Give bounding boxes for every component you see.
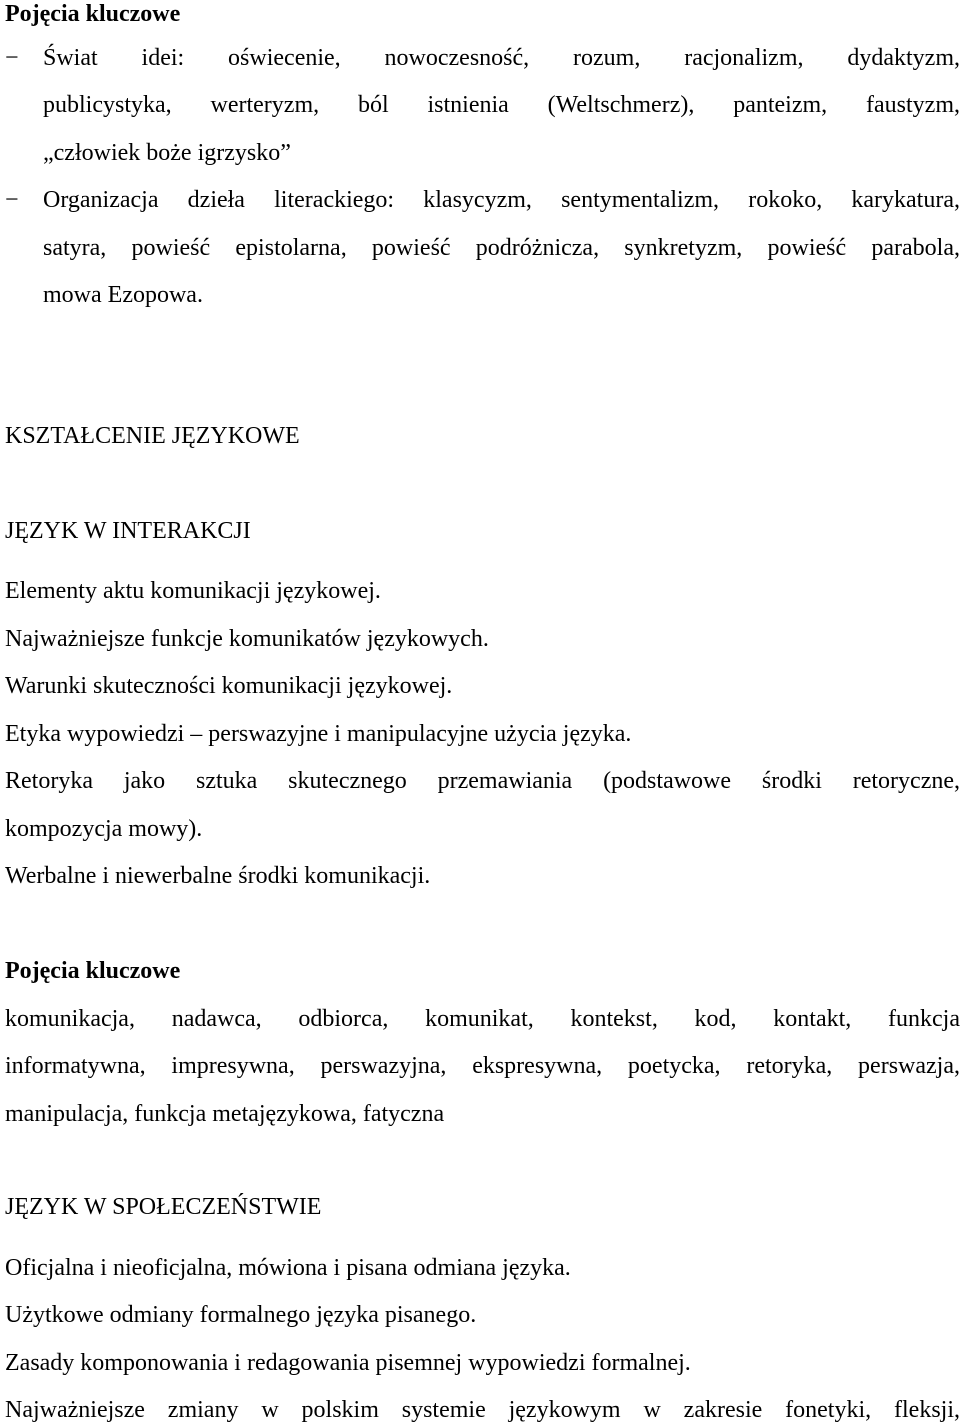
list-item: Najważniejsze zmiany w polskim systemie językowym w zakresie fonetyki, fleksji, — [5, 1397, 960, 1423]
bullet2-line2: satyra, powieść epistolarna, powieść podróżnicza, synkretyzm, powieść parabola, — [43, 235, 960, 261]
concepts-line: informatywna, impresywna, perswazyjna, ekspresywna, poetycka, retoryka, perswazja, — [5, 1053, 960, 1079]
list-item: Oficjalna i nieoficjalna, mówiona i pisana odmiana języka. — [5, 1255, 571, 1281]
list-item: Werbalne i niewerbalne środki komunikacji. — [5, 863, 431, 889]
list-item: Warunki skuteczności komunikacji językowej. — [5, 673, 453, 699]
list-item: Etyka wypowiedzi – perswazyjne i manipulacyjne użycia języka. — [5, 721, 632, 747]
list-item: Retoryka jako sztuka skutecznego przemawiania (podstawowe środki retoryczne, — [5, 768, 960, 794]
list-item: Elementy aktu komunikacji językowej. — [5, 578, 381, 604]
bullet1-line3: „człowiek boże igrzysko” — [43, 140, 291, 166]
list-item: Najważniejsze funkcje komunikatów językowych. — [5, 626, 489, 652]
bullet1-line1: Świat idei: oświecenie, nowoczesność, rozum, racjonalizm, dydaktyzm, — [43, 45, 960, 71]
key-concepts-heading-2: Pojęcia kluczowe — [5, 958, 181, 984]
concepts-line: manipulacja, funkcja metajęzykowa, fatyczna — [5, 1101, 445, 1127]
bullet-dash-2: − — [5, 187, 19, 213]
list-item: Zasady komponowania i redagowania pisemnej wypowiedzi formalnej. — [5, 1350, 691, 1376]
key-concepts-heading-1: Pojęcia kluczowe — [5, 1, 181, 27]
section-title-language-education: KSZTAŁCENIE JĘZYKOWE — [5, 423, 300, 449]
subtitle-language-in-interaction: JĘZYK W INTERAKCJI — [5, 518, 251, 544]
list-item: Użytkowe odmiany formalnego języka pisanego. — [5, 1302, 477, 1328]
list-item: kompozycja mowy). — [5, 816, 203, 842]
bullet2-line1: Organizacja dzieła literackiego: klasycyzm, sentymentalizm, rokoko, karykatura, — [43, 187, 960, 213]
bullet1-line2: publicystyka, werteryzm, ból istnienia (Weltschmerz), panteizm, faustyzm, — [43, 92, 960, 118]
concepts-line: komunikacja, nadawca, odbiorca, komunikat, kontekst, kod, kontakt, funkcja — [5, 1006, 960, 1032]
subtitle-language-in-society: JĘZYK W SPOŁECZEŃSTWIE — [5, 1194, 322, 1220]
bullet-dash-1: − — [5, 45, 19, 71]
bullet2-line3: mowa Ezopowa. — [43, 282, 203, 308]
